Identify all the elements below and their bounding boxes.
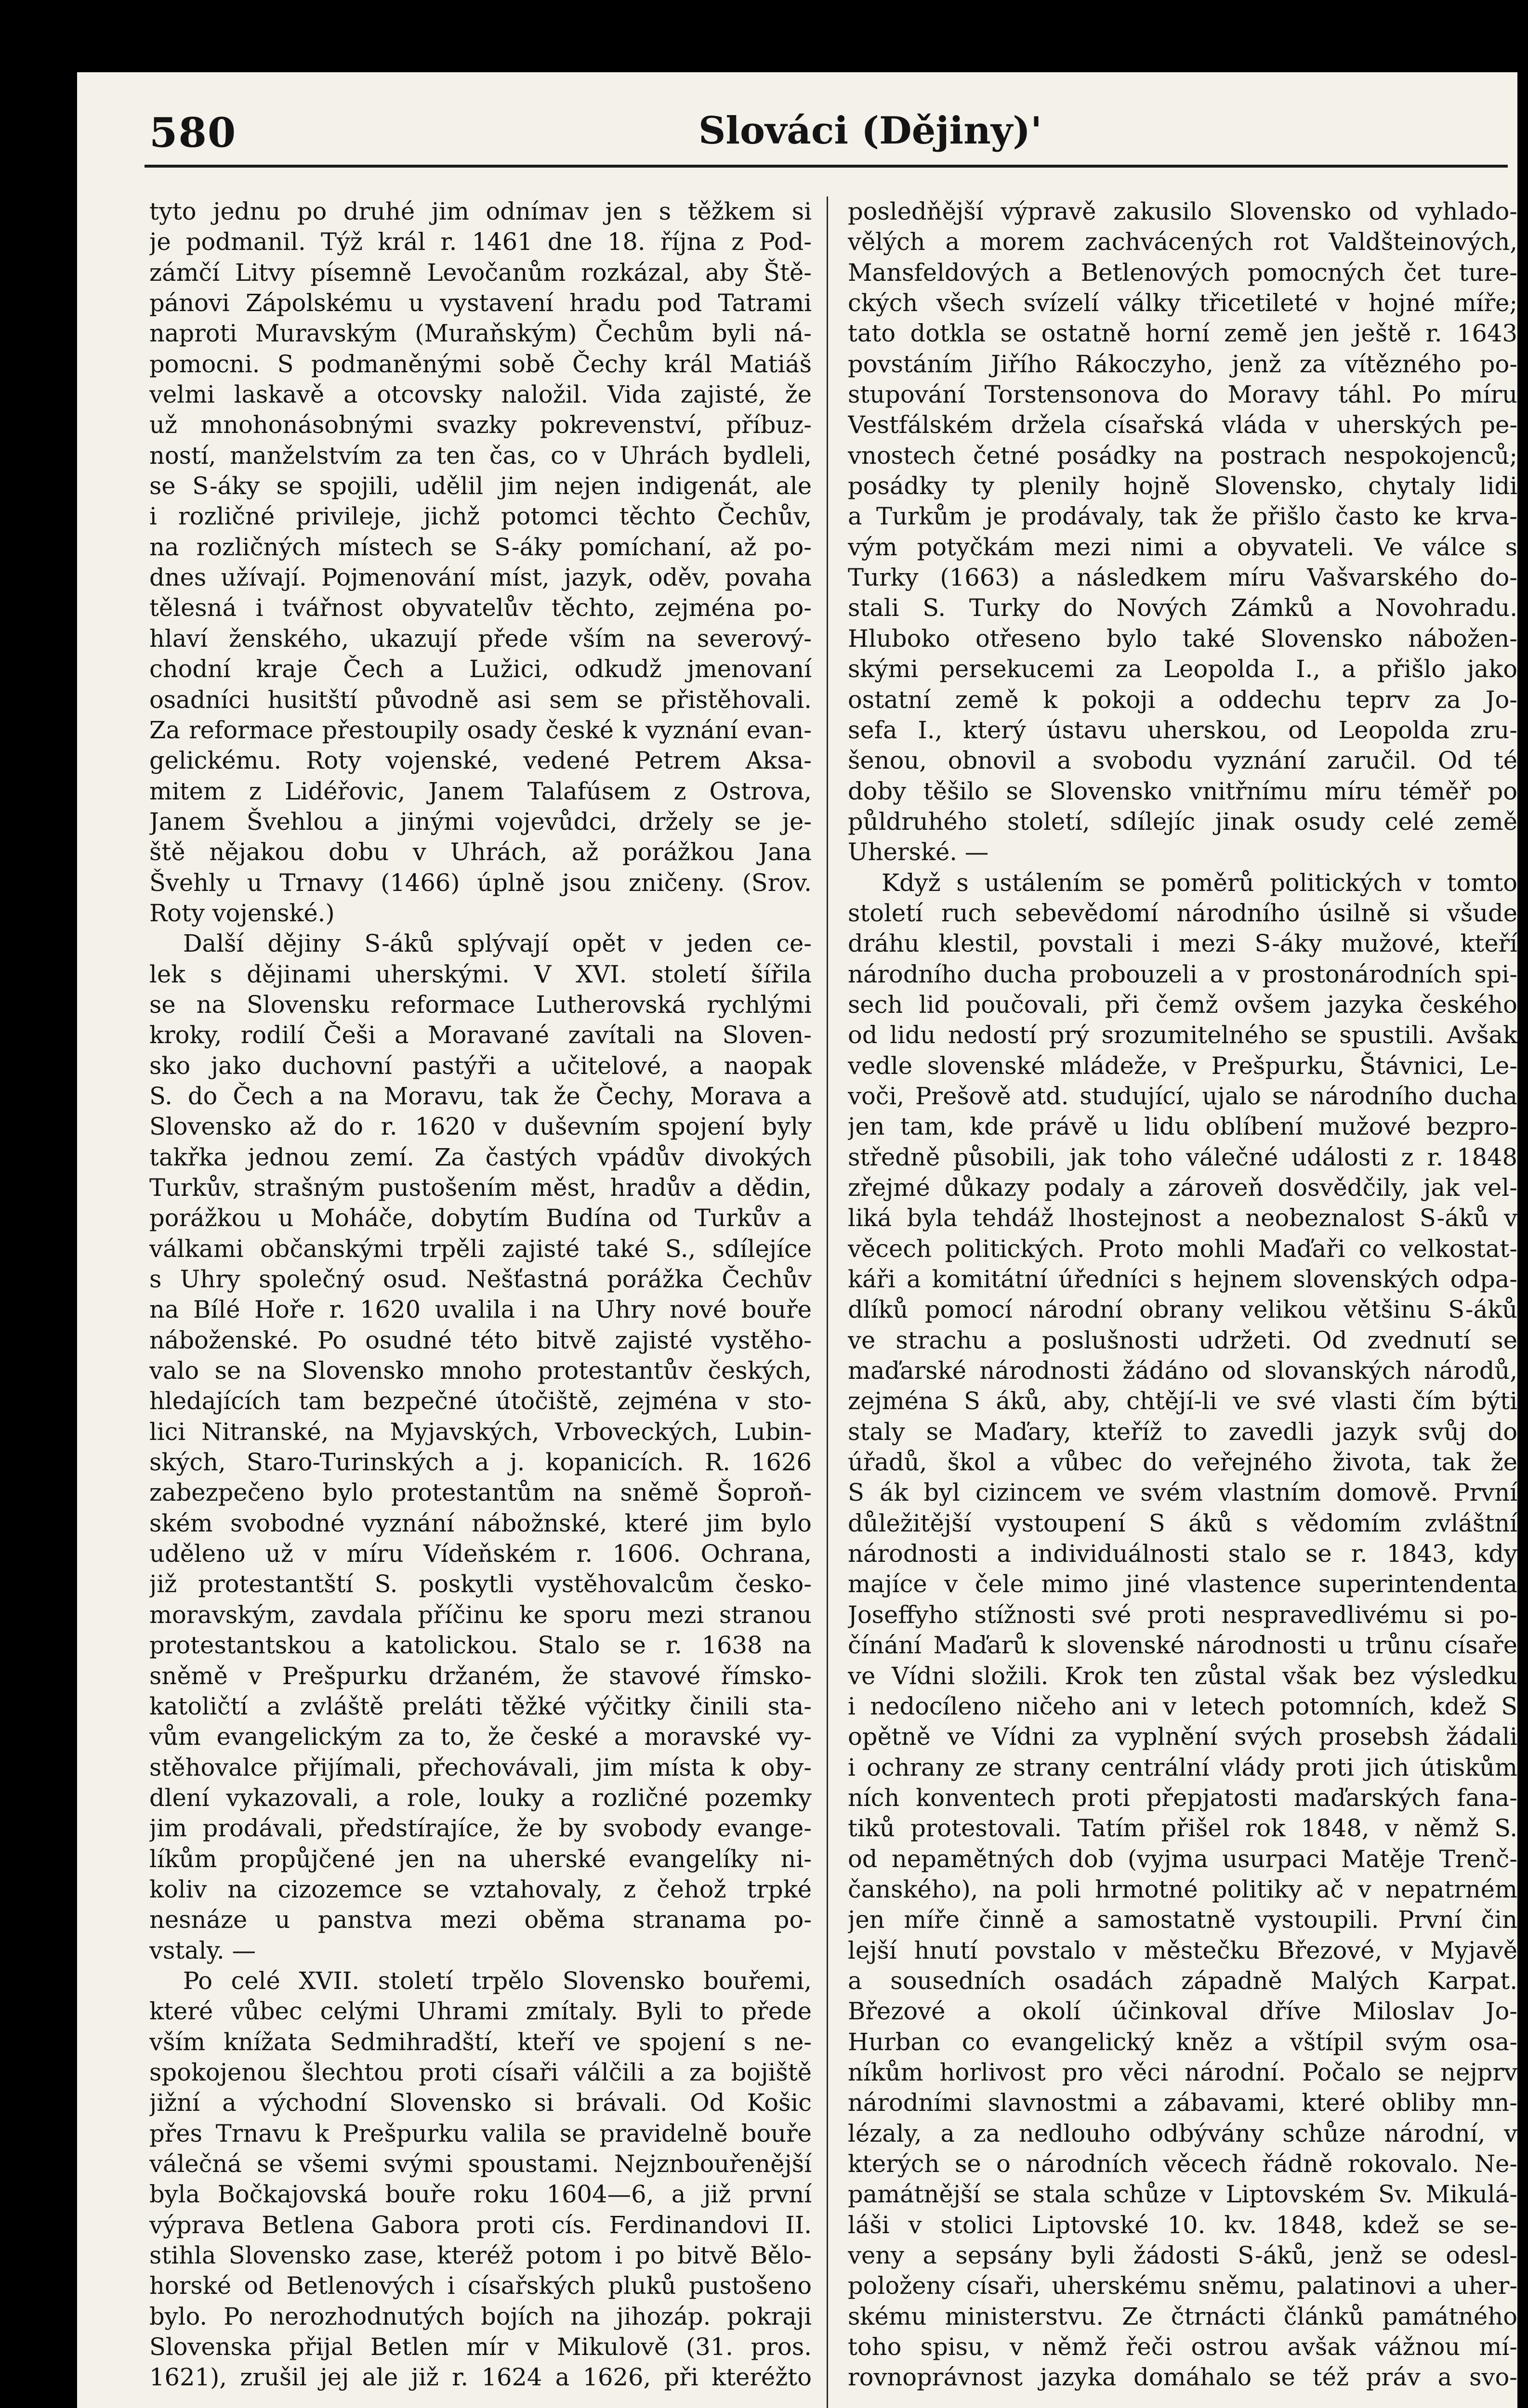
text-line: níkům horlivost pro věci národní. Počalo se nejprv bbox=[848, 2058, 1517, 2086]
text-line: porážkou u Moháče, dobytím Budína od Turkův a bbox=[149, 1204, 812, 1232]
text-line: stěhovalce přijímali, přechovávali, jim místa k oby- bbox=[149, 1753, 812, 1781]
text-line: už mnohonásobnými svazky pokrevenství, příbuz- bbox=[149, 411, 812, 439]
column-divider bbox=[827, 196, 828, 2408]
text-line: ském svobodné vyznání nábožnské, které jim bylo bbox=[149, 1509, 812, 1537]
text-line: ností, manželstvím za ten čas, co v Uhrách bydleli, bbox=[149, 441, 812, 470]
text-line: 1621), zrušil jej ale již r. 1624 a 1626, při kteréžto bbox=[149, 2363, 812, 2392]
text-line: bylo. Po nerozhodnutých bojích na jihozáp. pokraji bbox=[149, 2302, 812, 2330]
text-line: přes Trnavu k Prešpurku valila se pravidelně bouře bbox=[149, 2119, 812, 2147]
text-line: Vestfálském držela císařská vláda v uherských pe- bbox=[848, 411, 1517, 439]
text-line: velmi laskavě a otcovsky naložil. Vida zajisté, že bbox=[149, 380, 812, 409]
text-line: Další dějiny S-áků splývají opět v jeden ce- bbox=[183, 929, 812, 958]
text-line: posledňější výpravě zakusilo Slovensko od vyhlado- bbox=[848, 197, 1517, 225]
text-line: S. do Čech a na Moravu, tak že Čechy, Morava a bbox=[149, 1082, 812, 1110]
text-line: památnější se stala schůze v Liptovském Sv. Mikulá- bbox=[848, 2180, 1517, 2209]
text-line: věcech politických. Proto mohli Maďaři co velkostat- bbox=[848, 1234, 1517, 1263]
text-line: S ák byl cizincem ve svém vlastním domově. První bbox=[848, 1479, 1517, 1507]
text-line: položeny císaři, uherskému sněmu, palatinovi a uher- bbox=[848, 2272, 1517, 2300]
text-line: výprava Betlena Gabora proti cís. Ferdinandovi II. bbox=[149, 2211, 812, 2239]
text-line: Turky (1663) a následkem míru Vašvarského do- bbox=[848, 563, 1517, 592]
text-line: spokojenou šlechtou proti císaři válčili a za bojiště bbox=[149, 2058, 812, 2086]
text-line: jen tam, kde právě u lidu oblíbení mužové bezpro- bbox=[848, 1112, 1517, 1141]
text-line: dlíků pomocí národní obrany velikou většinu S-áků bbox=[848, 1296, 1517, 1324]
text-line: lici Nitranské, na Myjavských, Vrboveckých, Lubin- bbox=[149, 1417, 812, 1446]
text-line: které vůbec celými Uhrami zmítaly. Byli to přede bbox=[149, 1997, 812, 2026]
running-head: Slováci (Dějiny)' bbox=[698, 109, 1042, 153]
text-line: lek s dějinami uherskými. V XVI. století šířila bbox=[149, 960, 812, 988]
text-line: naproti Muravským (Muraňským) Čechům byli ná- bbox=[149, 319, 812, 348]
text-line: stihla Slovensko zase, kteréž potom i po bitvě Bělo- bbox=[149, 2241, 812, 2270]
text-line: ostatní země k pokoji a oddechu teprv za Jo- bbox=[848, 685, 1517, 714]
text-line: hlaví ženského, ukazují přede vším na severový- bbox=[149, 624, 812, 653]
text-line: tělesná i tvářnost obyvatelův těchto, zejména po- bbox=[149, 594, 812, 622]
text-line: doby těšilo se Slovensko vnitřnímu míru téměř po bbox=[848, 777, 1517, 805]
right-column bbox=[848, 196, 1517, 2393]
text-line: důležitější vystoupení S áků s vědomím zvláštní bbox=[848, 1509, 1517, 1537]
header-rule bbox=[145, 165, 1508, 168]
text-line: vým potyčkám mezi nimi a obyvateli. Ve válce s bbox=[848, 533, 1517, 561]
text-line: posádky ty plenily hojně Slovensko, chytaly lidi bbox=[848, 472, 1517, 500]
text-line: i ochrany ze strany centrální vlády proti jich útiskům bbox=[848, 1753, 1517, 1781]
text-line: vům evangelickým za to, že české a moravské vy- bbox=[149, 1723, 812, 1751]
text-line: osadníci husitští původně asi sem se přistěhovali. bbox=[149, 685, 812, 714]
text-line: na rozličných místech se S-áky pomíchaní, až po- bbox=[149, 533, 812, 561]
text-line: úřadů, škol a vůbec do veřejného života, tak že bbox=[848, 1448, 1517, 1477]
text-line: a Turkům je prodávaly, tak že přišlo často ke krva- bbox=[848, 502, 1517, 531]
text-line: rovnoprávnost jazyka domáhalo se též práv a svo- bbox=[848, 2363, 1517, 2392]
text-line: a sousedních osadách západně Malých Karpat. bbox=[848, 1966, 1517, 1995]
text-line: dlení vykazovali, a role, louky a rozličné pozemky bbox=[149, 1783, 812, 1812]
text-line: sko jako duchovní pastýři a učitelové, a naopak bbox=[149, 1051, 812, 1080]
text-line: káři a komitátní úředníci s hejnem slovenských odpa- bbox=[848, 1265, 1517, 1294]
text-line: zabezpečeno bylo protestantům na sněmě Šoproň- bbox=[149, 1479, 812, 1507]
text-line: jen míře činně a samostatně vystoupili. První čin bbox=[848, 1906, 1517, 1934]
text-line: sefa I., který ústavu uherskou, od Leopolda zru- bbox=[848, 716, 1517, 744]
text-line: Po celé XVII. století trpělo Slovensko bouřemi, bbox=[183, 1966, 812, 1995]
text-line: tyto jednu po druhé jim odnímav jen s těžkem si bbox=[149, 197, 812, 225]
text-line: povstáním Jiřího Rákoczyho, jenž za vítězného po- bbox=[848, 350, 1517, 378]
text-line: Hluboko otřeseno bylo také Slovensko nábožen- bbox=[848, 624, 1517, 653]
text-line: i nedocíleno ničeho ani v letech potomních, kdež S bbox=[848, 1692, 1517, 1720]
text-line: Mansfeldových a Betlenových pomocných čet ture- bbox=[848, 258, 1517, 287]
text-line: kroky, rodilí Češi a Moravané zavítali na Sloven- bbox=[149, 1021, 812, 1049]
text-line: zámčí Litvy písemně Levočanům rozkázal, aby Ště- bbox=[149, 258, 812, 287]
text-line: dráhu klestil, povstali i mezi S-áky mužové, kteří bbox=[848, 929, 1517, 958]
text-line: moravským, zavdala příčinu ke sporu mezi stranou bbox=[149, 1600, 812, 1629]
book-page bbox=[77, 72, 1517, 2408]
text-line: národními slavnostmi a zábavami, které obliby mn- bbox=[848, 2089, 1517, 2117]
text-line: na Bílé Hoře r. 1620 uvalila i na Uhry nové bouře bbox=[149, 1296, 812, 1324]
text-line: lejší hnutí povstalo v městečku Březové, v Myjavě bbox=[848, 1936, 1517, 1964]
text-line: Švehly u Trnavy (1466) úplně jsou zničeny. (Srov. bbox=[149, 868, 812, 897]
text-line: pomocni. S podmaněnými sobě Čechy král Matiáš bbox=[149, 350, 812, 378]
left-column bbox=[149, 196, 812, 2393]
text-line: gelickému. Roty vojenské, vedené Petrem Aksa- bbox=[149, 746, 812, 775]
text-line: láši v stolici Liptovské 10. kv. 1848, kdež se se- bbox=[848, 2211, 1517, 2239]
text-line: válečná se všemi svými spoustami. Nejznbouřenější bbox=[149, 2150, 812, 2178]
text-line: maďarské národnosti žádáno od slovanských národů, bbox=[848, 1357, 1517, 1385]
text-line: Slovensko až do r. 1620 v duševním spojení byly bbox=[149, 1112, 812, 1141]
text-line: již protestantští S. poskytli vystěhovalcům česko- bbox=[149, 1570, 812, 1598]
text-line: Turkův, strašným pustošením měst, hradův a dědin, bbox=[149, 1174, 812, 1202]
text-line: od lidu nedostí prý srozumitelného se spustili. Avšak bbox=[848, 1021, 1517, 1049]
text-line: vnostech četné posádky na postrach nespokojenců; bbox=[848, 441, 1517, 470]
text-line: sech lid poučovali, při čemž ovšem jazyka českého bbox=[848, 990, 1517, 1019]
text-line: byla Bočkajovská bouře roku 1604—6, a již první bbox=[149, 2180, 812, 2209]
text-line: vstaly. — bbox=[149, 1936, 256, 1964]
text-line: takřka jednou zemí. Za častých vpádův divokých bbox=[149, 1143, 812, 1171]
text-line: i rozličné privileje, jichž potomci těchto Čechův, bbox=[149, 502, 812, 531]
text-line: Uherské. — bbox=[848, 838, 989, 866]
text-line: s Uhry společný osud. Nešťastná porážka Čechův bbox=[149, 1265, 812, 1294]
text-line: skému ministerstvu. Ze čtrnácti článků památného bbox=[848, 2302, 1517, 2330]
text-line: Roty vojenské.) bbox=[149, 899, 335, 927]
text-line: Když s ustálením se poměrů politických v tomto bbox=[882, 868, 1517, 897]
text-line: čanského), na poli hrmotné politiky ač v nepatrném bbox=[848, 1875, 1517, 1903]
text-line: dnes užívají. Pojmenování míst, jazyk, oděv, povaha bbox=[149, 563, 812, 592]
text-line: se S-áky se spojili, udělil jim nejen indigenát, ale bbox=[149, 472, 812, 500]
text-line: katoličtí a zvláště preláti těžké výčitky činili sta- bbox=[149, 1692, 812, 1720]
text-line: stali S. Turky do Nových Zámků a Novohradu. bbox=[848, 594, 1517, 622]
text-line: Janem Švehlou a jinými vojevůdci, držely se je- bbox=[149, 807, 812, 836]
text-line: toho spisu, v němž řeči ostrou avšak vážnou mí- bbox=[848, 2333, 1517, 2361]
text-line: sněmě v Prešpurku držaném, že stavové římsko- bbox=[149, 1662, 812, 1690]
text-line: jižní a východní Slovensko si brávali. Od Košic bbox=[149, 2089, 812, 2117]
text-line: liká byla tehdáž lhostejnost a neobeznalost S-áků v bbox=[848, 1204, 1517, 1232]
text-line: veny a sepsány byli žádosti S-áků, jenž se odesl- bbox=[848, 2241, 1517, 2270]
text-line: půldruhého století, sdílejíc jinak osudy celé země bbox=[848, 807, 1517, 836]
text-line: stupování Torstensonova do Moravy táhl. Po míru bbox=[848, 380, 1517, 409]
text-line: voči, Prešově atd. studující, ujalo se národního ducha bbox=[848, 1082, 1517, 1110]
text-line: ve Vídni složili. Krok ten zůstal však bez výsledku bbox=[848, 1662, 1517, 1690]
text-line: kterých se o národních věcech řádně rokovalo. Ne- bbox=[848, 2150, 1517, 2178]
text-line: ských, Staro-Turinských a j. kopanicích. R. 1626 bbox=[149, 1448, 812, 1477]
text-line: líkům propůjčené jen na uherské evangelíky ni- bbox=[149, 1845, 812, 1873]
text-line: ckých všech svízelí války třicetileté v hojné míře; bbox=[848, 289, 1517, 317]
page-header bbox=[77, 102, 1517, 155]
text-line: koliv na cizozemce se vztahovaly, z čehož trpké bbox=[149, 1875, 812, 1903]
text-line: vělých a morem zachvácených rot Valdšteinových, bbox=[848, 228, 1517, 256]
text-line: chodní kraje Čech a Lužici, odkudž jmenovaní bbox=[149, 655, 812, 683]
text-line: národního ducha probouzeli a v prostonárodních spi- bbox=[848, 960, 1517, 988]
text-line: čínání Maďarů k slovenské národnosti u trůnu císaře bbox=[848, 1631, 1517, 1660]
text-line: národnosti a individuálnosti stalo se r. 1843, kdy bbox=[848, 1540, 1517, 1568]
text-line: jim prodávali, předstírajíce, že by svobody evange- bbox=[149, 1814, 812, 1843]
text-line: zejména S áků, aby, chtějí-li ve své vlasti čím býti bbox=[848, 1387, 1517, 1415]
text-line: uděleno už v míru Vídeňském r. 1606. Ochrana, bbox=[149, 1540, 812, 1568]
text-line: tiků protestovali. Tatím přišel rok 1848, v němž S. bbox=[848, 1814, 1517, 1843]
text-line: století ruch sebevědomí národního úsilně si všude bbox=[848, 899, 1517, 927]
text-line: ve strachu a poslušnosti udržeti. Od zvednutí se bbox=[848, 1326, 1517, 1354]
text-line: staly se Maďary, kteříž to zavedli jazyk svůj do bbox=[848, 1417, 1517, 1446]
text-line: vedle slovenské mládeže, v Prešpurku, Štávnici, Le- bbox=[848, 1051, 1517, 1080]
text-line: opětně ve Vídni za vyplnění svých prosebsh žádali bbox=[848, 1723, 1517, 1751]
text-line: válkami občanskými trpěli zajisté také S., sdílejíce bbox=[149, 1234, 812, 1263]
text-line: náboženské. Po osudné této bitvě zajisté vystěho- bbox=[149, 1326, 812, 1354]
text-line: ště nějakou dobu v Uhrách, až porážkou Jana bbox=[149, 838, 812, 866]
text-line: horské od Betlenových i císařských pluků pustošeno bbox=[149, 2272, 812, 2300]
text-line: pánovi Zápolskému u vystavení hradu pod Tatrami bbox=[149, 289, 812, 317]
text-line: Slovenska přijal Betlen mír v Mikulově (31. pros. bbox=[149, 2333, 812, 2361]
text-line: valo se na Slovensko mnoho protestantův českých, bbox=[149, 1357, 812, 1385]
text-line: ních konventech proti přepjatosti maďarských fana- bbox=[848, 1783, 1517, 1812]
text-line: šenou, obnovil a svobodu vyznání zaručil. Od té bbox=[848, 746, 1517, 775]
text-line: lézaly, a za nedlouho odbývány schůze národní, v bbox=[848, 2119, 1517, 2147]
text-line: Hurban co evangelický kněz a vštípil svým osa- bbox=[848, 2028, 1517, 2056]
text-line: středně působili, jak toho válečné události z r. 1848 bbox=[848, 1143, 1517, 1171]
text-line: Za reformace přestoupily osady české k vyznání evan- bbox=[149, 716, 812, 744]
text-line: je podmanil. Týž král r. 1461 dne 18. října z Pod- bbox=[149, 228, 812, 256]
text-line: zřejmé důkazy podaly a zároveň dosvědčily, jak vel- bbox=[848, 1174, 1517, 1202]
text-line: skými persekucemi za Leopolda I., a přišlo jako bbox=[848, 655, 1517, 683]
text-line: majíce v čele mimo jiné vlastence superintendenta bbox=[848, 1570, 1517, 1598]
text-line: vším knížata Sedmihradští, kteří ve spojení s ne- bbox=[149, 2028, 812, 2056]
text-line: od nepamětných dob (vyjma usurpaci Matěje Trenč- bbox=[848, 1845, 1517, 1873]
text-line: mitem z Lidéřovic, Janem Talafúsem z Ostrova, bbox=[149, 777, 812, 805]
text-line: se na Slovensku reformace Lutherovská rychlými bbox=[149, 990, 812, 1019]
text-line: tato dotkla se ostatně horní země jen ještě r. 1643 bbox=[848, 319, 1517, 348]
text-line: hledajících tam bezpečné útočiště, zejména v sto- bbox=[149, 1387, 812, 1415]
text-line: Březové a okolí účinkoval dříve Miloslav Jo- bbox=[848, 1997, 1517, 2026]
page-number: 580 bbox=[149, 109, 237, 157]
text-line: protestantskou a katolickou. Stalo se r. 1638 na bbox=[149, 1631, 812, 1660]
text-line: Joseffyho stížnosti své proti nespravedlivému si po- bbox=[848, 1600, 1517, 1629]
text-line: nesnáze u panstva mezi oběma stranama po- bbox=[149, 1906, 812, 1934]
